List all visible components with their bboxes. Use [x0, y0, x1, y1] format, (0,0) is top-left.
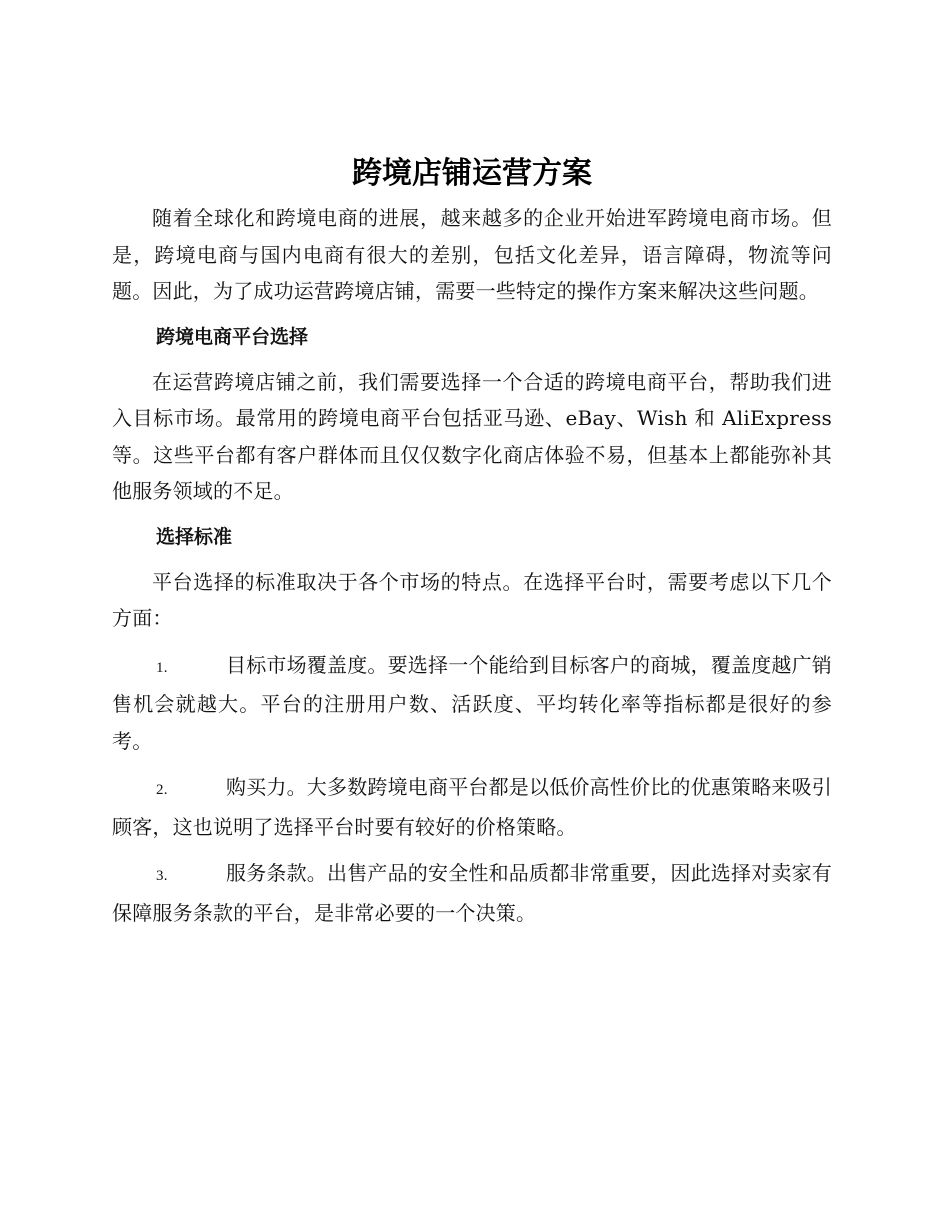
list-item: [112, 769, 832, 845]
spacer: [112, 555, 832, 564]
list-number: 3.: [156, 868, 168, 884]
section-heading-platform-choice: 跨境电商平台选择: [156, 325, 309, 348]
section-heading-criteria: 选择标准: [156, 525, 233, 548]
list-text: 服务条款。出售产品的安全性和品质都非常重要，因此选择对卖家有保障服务条款的平台，是非常必要的一个决策。: [112, 861, 832, 925]
spacer: [112, 310, 832, 319]
section-paragraph-platform-choice: 在运营跨境店铺之前，我们需要选择一个合适的跨境电商平台，帮助我们进入目标市场。最常用的跨境电商平台包括亚马逊、eBay、Wish 和 AliExpress 等。这些平台都有客户群体而且仅仅数字化商店体验不易，但基本上都能弥补其他服务领域的不足。: [112, 369, 832, 503]
list-item: [112, 647, 832, 760]
spacer: [112, 759, 832, 769]
spacer: [112, 637, 832, 647]
list-text: 购买力。大多数跨境电商平台都是以低价高性价比的优惠策略来吸引顾客，这也说明了选择平台时要有较好的价格策略。: [112, 775, 832, 839]
list-text: 目标市场覆盖度。要选择一个能给到目标客户的商城，覆盖度越广销售机会就越大。平台的注册用户数、活跃度、平均转化率等指标都是很好的参考。: [112, 652, 832, 753]
spacer: [112, 355, 832, 364]
document-page: [112, 148, 832, 931]
list-item: [112, 855, 832, 931]
section-paragraph-criteria: 平台选择的标准取决于各个市场的特点。在选择平台时，需要考虑以下几个方面：: [112, 569, 832, 630]
spacer: [112, 510, 832, 519]
list-number: 2.: [156, 782, 168, 798]
list-number: 1.: [156, 659, 168, 676]
spacer: [112, 845, 832, 855]
page-title: 跨境店铺运营方案: [352, 156, 592, 191]
intro-paragraph: 随着全球化和跨境电商的进展，越来越多的企业开始进军跨境电商市场。但是，跨境电商与国内电商有很大的差别，包括文化差异，语言障碍，物流等问题。因此，为了成功运营跨境店铺，需要一些特定的操作方案来解决这些问题。: [112, 206, 832, 303]
